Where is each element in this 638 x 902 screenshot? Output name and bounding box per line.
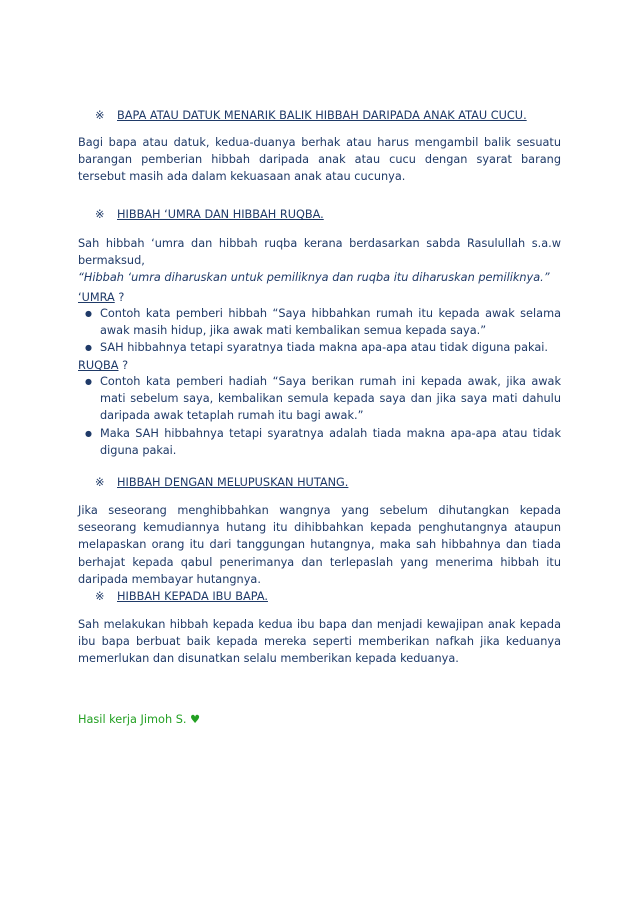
ruqba-list	[78, 373, 561, 459]
author-credit: Hasil kerja Jimoh S. ♥	[78, 713, 201, 726]
hadith-quote: “Hibbah ‘umra diharuskan untuk pemiliknya dan ruqba itu diharuskan pemiliknya.”	[78, 271, 550, 285]
umra-label-text: ‘UMRA	[78, 291, 115, 304]
reference-mark-icon: ※	[95, 590, 105, 603]
section-heading	[95, 107, 527, 124]
reference-mark-icon: ※	[95, 109, 105, 122]
section-heading	[95, 474, 348, 491]
section-heading-text: HIBBAH DENGAN MELUPUSKAN HUTANG.	[117, 476, 349, 489]
section-paragraph: Jika seseorang menghibbahkan wangnya yang sebelum dihutangkan kepada seseorang kemudiannya hutang itu dihibbahkan kepada penghutangnya ataupun melapaskan orang itu dari tanggungan hutangnya, maka sah hibbahnya dan tiada berhajat kepada qabul penerimanya dan terlepaslah yang menerima hibbah itu daripada membayar hutangnya.	[78, 504, 561, 586]
reference-mark-icon: ※	[95, 476, 105, 489]
section-paragraph: Bagi bapa atau datuk, kedua-duanya berhak atau harus mengambil balik sesuatu barangan pemberian hibbah daripada anak atau cucu dengan syarat barang tersebut masih ada dalam kekuasaan anak atau cucunya.	[78, 136, 561, 184]
umra-label-suffix: ?	[114, 291, 125, 304]
section-heading-text: BAPA ATAU DATUK MENARIK BALIK HIBBAH DARIPADA ANAK ATAU CUCU.	[117, 109, 527, 122]
section-paragraph	[78, 235, 561, 287]
list-item: ● Maka SAH hibbahnya tetapi syaratnya adalah tiada makna apa-apa atau tidak diguna pakai.	[78, 425, 561, 459]
section-heading	[95, 588, 268, 605]
umra-list	[78, 305, 561, 357]
umra-label	[78, 289, 124, 306]
list-item: ● Contoh kata pemberi hadiah “Saya berikan rumah ini kepada awak, jika awak mati sebelum saya, kembalikan semula kepada saya dan jika saya mati dahulu daripada awak tetaplah rumah itu bagi awak.”	[78, 373, 561, 425]
list-item: ● SAH hibbahnya tetapi syaratnya tiada makna apa-apa atau tidak diguna pakai.	[78, 339, 561, 356]
section-heading-text: HIBBAH ‘UMRA DAN HIBBAH RUQBA.	[117, 208, 324, 221]
paragraph-text: Sah hibbah ‘umra dan hibbah ruqba kerana berdasarkan sabda Rasulullah s.a.w bermaksud,	[78, 237, 561, 268]
section-heading-text: HIBBAH KEPADA IBU BAPA.	[117, 590, 268, 603]
ruqba-label	[78, 357, 128, 374]
section-heading	[95, 206, 324, 223]
list-item: ● Contoh kata pemberi hibbah “Saya hibbahkan rumah itu kepada awak selama awak masih hidup, jika awak mati kembalikan semua kepada saya.”	[78, 305, 561, 339]
section-paragraph: Sah melakukan hibbah kepada kedua ibu bapa dan menjadi kewajipan anak kepada ibu bapa berbuat baik kepada mereka seperti memberikan nafkah jika keduanya memerlukan dan disunatkan selalu memberikan kepada keduanya.	[78, 618, 561, 666]
ruqba-label-suffix: ?	[118, 359, 129, 372]
ruqba-label-text: RUQBA	[78, 359, 119, 372]
reference-mark-icon: ※	[95, 208, 105, 221]
